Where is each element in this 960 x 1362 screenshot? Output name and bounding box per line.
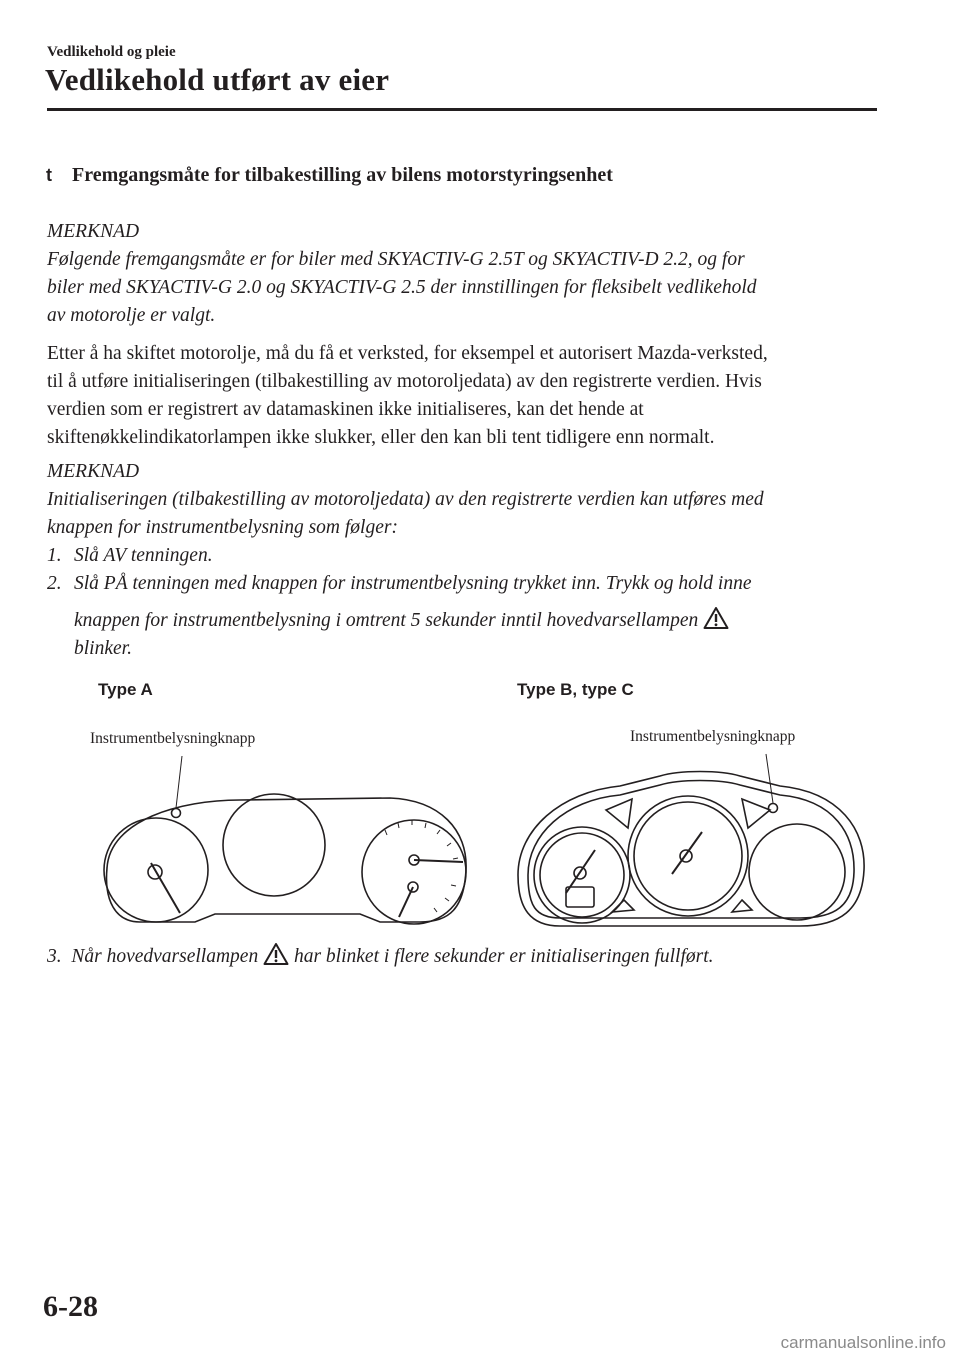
step-text-with-icon <box>74 606 897 635</box>
bullet-icon: t <box>46 165 52 185</box>
section-kicker: Vedlikehold og pleie <box>47 44 176 60</box>
step-text: Slå AV tenningen. <box>74 545 213 566</box>
section-heading <box>46 164 613 187</box>
paragraph-line: skiftenøkkelindikatorlampen ikke slukker, eller den kan bli tent tidligere enn normalt. <box>47 427 715 448</box>
step-item <box>47 570 897 663</box>
cluster-drawings <box>0 660 960 950</box>
step-text: har blinket i flere sekunder er initialiseringen fullført. <box>293 946 714 967</box>
type-a-cluster <box>104 756 466 924</box>
warning-triangle-icon <box>263 942 289 966</box>
step-text: Slå PÅ tenningen med knappen for instrumentbelysning trykket inn. Trykk og hold inne <box>74 573 752 594</box>
page-title: Vedlikehold utført av eier <box>45 62 390 97</box>
step-text: Når hovedvarsellampen <box>71 946 259 967</box>
note-line: Initialiseringen (tilbakestilling av motoroljedata) av den registrerte verdien kan utføres med <box>47 489 764 510</box>
step-item <box>47 542 897 570</box>
figure-type-a-label: Type A <box>98 680 153 699</box>
callout-type-bc: Instrumentbelysningknapp <box>630 728 796 745</box>
step-number: 3. <box>47 946 62 967</box>
section-heading-text: Fremgangsmåte for tilbakestilling av bilens motorstyringsenhet <box>72 164 613 186</box>
step-number: 1. <box>47 545 62 566</box>
paragraph-line: til å utføre initialiseringen (tilbakestilling av motoroljedata) av den registrerte verdien. Hvis <box>47 371 762 392</box>
note-label: MERKNAD <box>47 461 140 482</box>
note-1 <box>47 218 877 330</box>
step-list <box>47 542 897 663</box>
instrument-cluster-figure <box>0 660 960 950</box>
warning-triangle-icon <box>703 606 729 630</box>
step-text: knappen for instrumentbelysning i omtrent 5 sekunder inntil hovedvarsellampen <box>74 610 699 631</box>
type-bc-cluster <box>518 754 864 926</box>
note-line: av motorolje er valgt. <box>47 305 216 326</box>
figure-type-bc-label: Type B, type C <box>517 680 634 699</box>
paragraph-line: verdien som er registrert av datamaskinen ikke initialiseres, kan det hende at <box>47 399 644 420</box>
note-line: Følgende fremgangsmåte er for biler med SKYACTIV-G 2.5T og SKYACTIV-D 2.2, og for <box>47 249 745 270</box>
note-label: MERKNAD <box>47 221 140 242</box>
note-line: knappen for instrumentbelysning som følger: <box>47 517 398 538</box>
note-2 <box>47 458 897 663</box>
paragraph-line: Etter å ha skiftet motorolje, må du få et verksted, for eksempel et autorisert Mazda-verksted, <box>47 343 768 364</box>
step-number: 2. <box>47 573 62 594</box>
step-text: blinker. <box>74 638 132 659</box>
page-number: 6-28 <box>43 1290 98 1323</box>
note-line: biler med SKYACTIV-G 2.0 og SKYACTIV-G 2.5 der innstillingen for fleksibelt vedlikehold <box>47 277 757 298</box>
title-rule <box>47 108 877 111</box>
body-paragraph <box>47 340 882 452</box>
callout-type-a: Instrumentbelysningknapp <box>90 730 256 747</box>
step-3 <box>47 942 897 971</box>
watermark: carmanualsonline.info <box>780 1333 946 1352</box>
